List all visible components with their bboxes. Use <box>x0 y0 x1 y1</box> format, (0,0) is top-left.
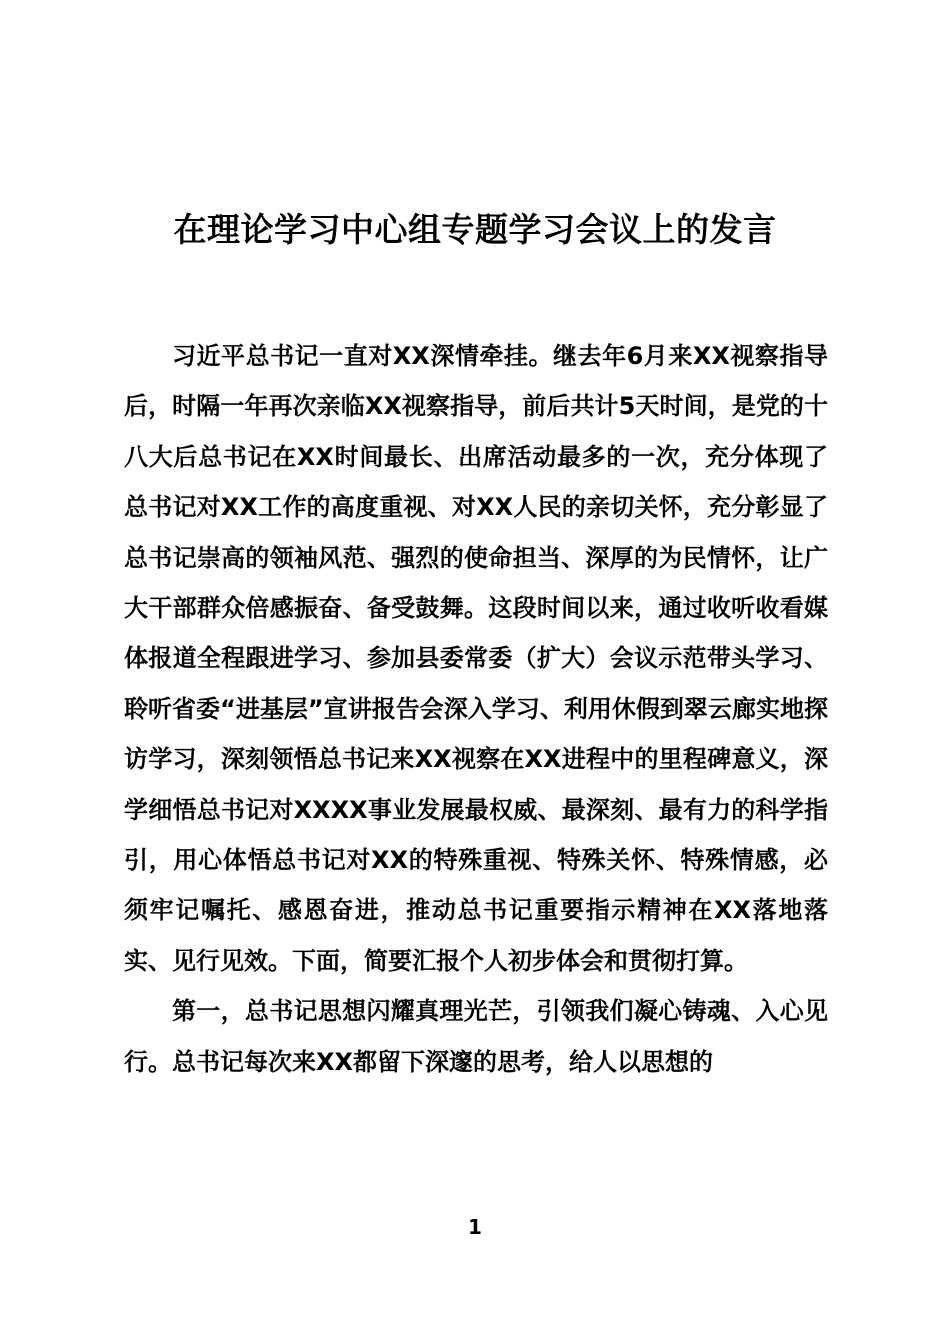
paragraph-2: 第一，总书记思想闪耀真理光芒，引领我们凝心铸魂、入心见行。总书记每次来XX都留下深邃的思考，给人以思想的 <box>124 997 828 1076</box>
page-number: 1 <box>468 1215 482 1239</box>
paragraph-1: 习近平总书记一直对XX深情牵挂。继去年6月来XX视察指导后，时隔一年再次亲临XX视察指导，前后共计5天时间，是党的十八大后总书记在XX时间最长、出席活动最多的一次，充分体现了总书记对XX工作的高度重视、对XX人民的亲切关怀，充分彰显了总书记崇高的领袖风范、强烈的使命担当、深厚的为民情怀，让广大干部群众倍感振奋、备受鼓舞。这段时间以来，通过收听收看媒体报道全程跟进学习、参加县委常委（扩大）会议示范带头学习、聆听省委“进基层”宣讲报告会深入学习、利用休假到翠云廊实地探访学习，深刻领悟总书记来XX视察在XX进程中的里程碑意义，深学细悟总书记对XXXX事业发展最权威、最深刻、最有力的科学指引，用心体悟总书记对XX的特殊重视、特殊关怀、特殊情感，必须牢记嘱托、感恩奋进，推动总书记重要指示精神在XX落地落实、见行见效。下面，简要汇报个人初步体会和贯彻打算。 <box>124 342 828 975</box>
document-title: 在理论学习中心组专题学习会议上的发言 <box>173 210 777 249</box>
document-body <box>124 331 828 1087</box>
